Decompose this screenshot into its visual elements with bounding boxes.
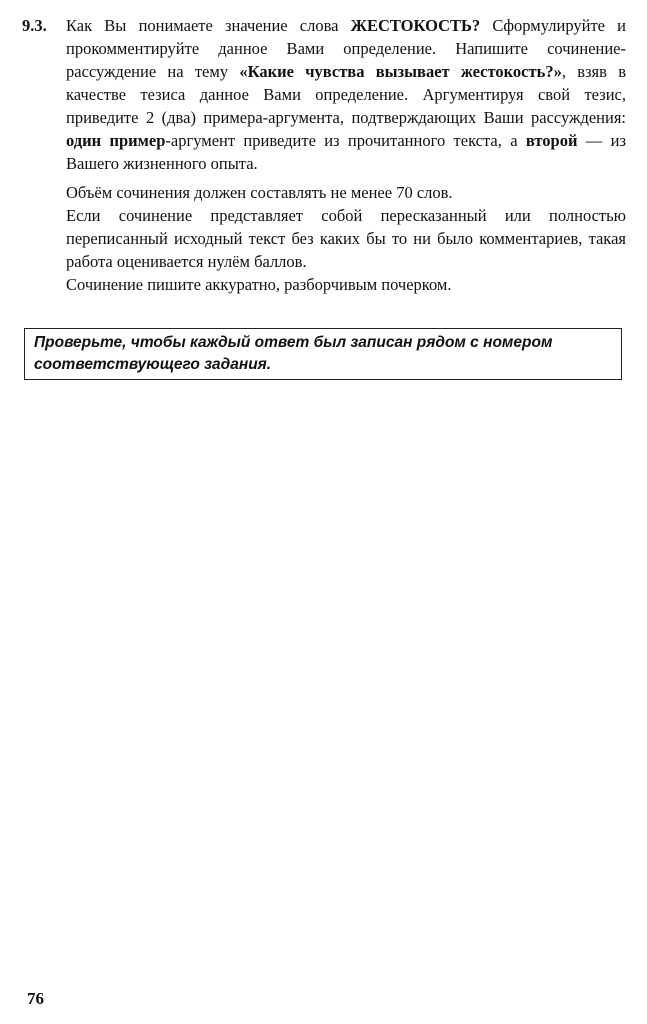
notice-text: Проверьте, чтобы каждый ответ был записан рядом с номером соответствующего задания. [34,334,553,373]
keyword: ЖЕСТОКОСТЬ? [350,16,481,35]
task-instruction [66,14,626,175]
first-example-emphasis: один пример [66,131,166,150]
instruction-text-5: — из Вашего жизненного опыта. [66,131,626,173]
handwriting-note: Сочинение пишите аккуратно, разборчивым почерком. [66,275,452,294]
second-example-emphasis: второй [525,131,578,150]
task-9-3 [22,14,626,296]
task-body [22,14,626,296]
instruction-text-4: -аргумент приведите из прочитанного текста, а [165,131,526,150]
instruction-text-3: , взяв в качестве тезиса данное Вами определение. Аргументируя свой тезис, приведите 2 (два) примера-аргумента, подтверждающих Ваши рассуждения: [66,62,626,127]
essay-topic: «Какие чувства вызывает жестокость?» [239,62,562,81]
instruction-text-1: Как Вы понимаете значение слова [66,16,351,35]
instruction-text-2: Сформулируйте и прокомментируйте данное Вами определение. Напишите сочинение-рассуждение на тему [66,16,626,81]
notice-box [24,328,622,380]
task-number: 9.3. [22,16,47,35]
retelling-rule: Если сочинение представляет собой пересказанный или полностью переписанный исходный текст без каких бы то ни было комментариев, такая работа оценивается нулём баллов. [66,206,626,271]
page-number: 76 [27,989,44,1008]
word-count-requirement: Объём сочинения должен составлять не менее 70 слов. [66,183,453,202]
